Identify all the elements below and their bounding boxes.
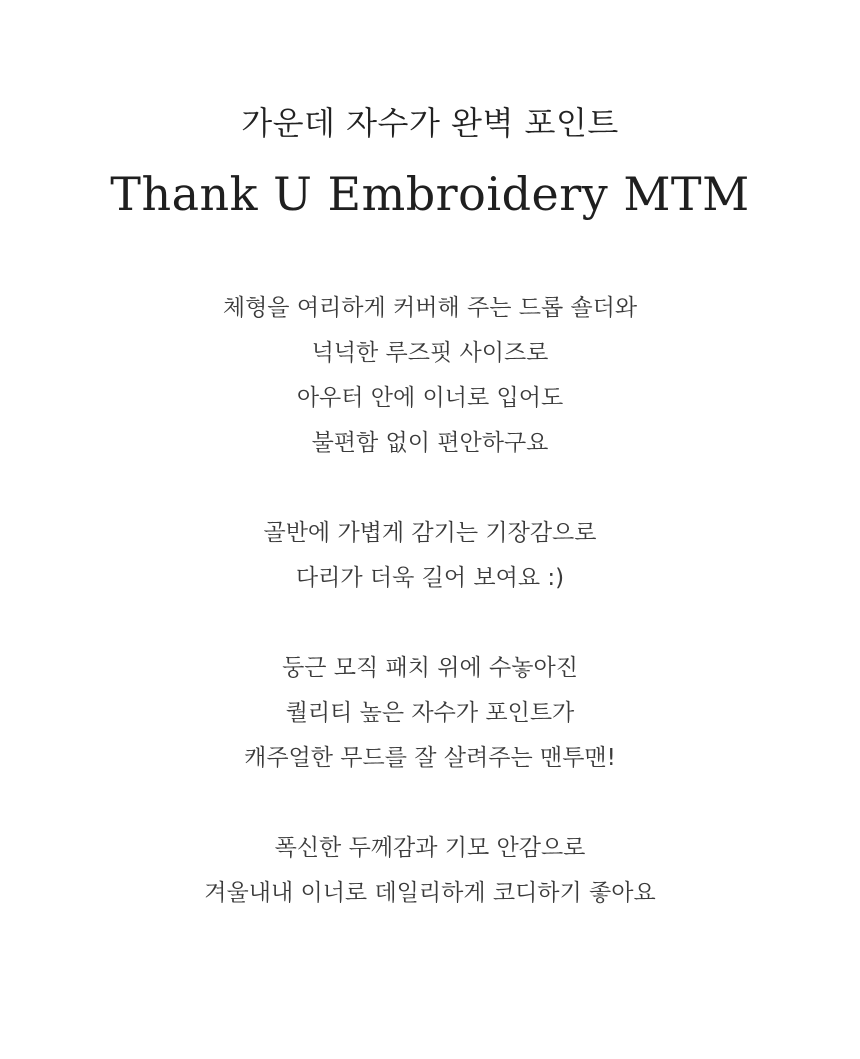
description-line: 둥근 모직 패치 위에 수놓아진 [282, 655, 578, 681]
description-paragraph [0, 646, 860, 781]
description-line: 퀄리티 높은 자수가 포인트가 [285, 700, 575, 726]
description-line: 골반에 가볍게 감기는 기장감으로 [263, 520, 597, 546]
description-line: 폭신한 두께감과 기모 안감으로 [274, 835, 586, 861]
description-line: 겨울내내 이너로 데일리하게 코디하기 좋아요 [204, 880, 656, 906]
description-paragraph [0, 826, 860, 916]
description-body [0, 286, 860, 961]
description-line: 불편함 없이 편안하구요 [311, 430, 549, 456]
product-subtitle: 가운데 자수가 완벽 포인트 [241, 104, 619, 142]
description-line: 아우터 안에 이너로 입어도 [296, 385, 564, 411]
description-line: 체형을 여리하게 커버해 주는 드롭 숄더와 [222, 295, 638, 321]
description-line: 넉넉한 루즈핏 사이즈로 [311, 340, 549, 366]
description-paragraph [0, 511, 860, 601]
description-line: 다리가 더욱 길어 보여요 :) [295, 565, 565, 591]
description-paragraph [0, 286, 860, 466]
product-title: Thank U Embroidery MTM [110, 167, 750, 221]
description-line: 캐주얼한 무드를 잘 살려주는 맨투맨! [244, 745, 616, 771]
